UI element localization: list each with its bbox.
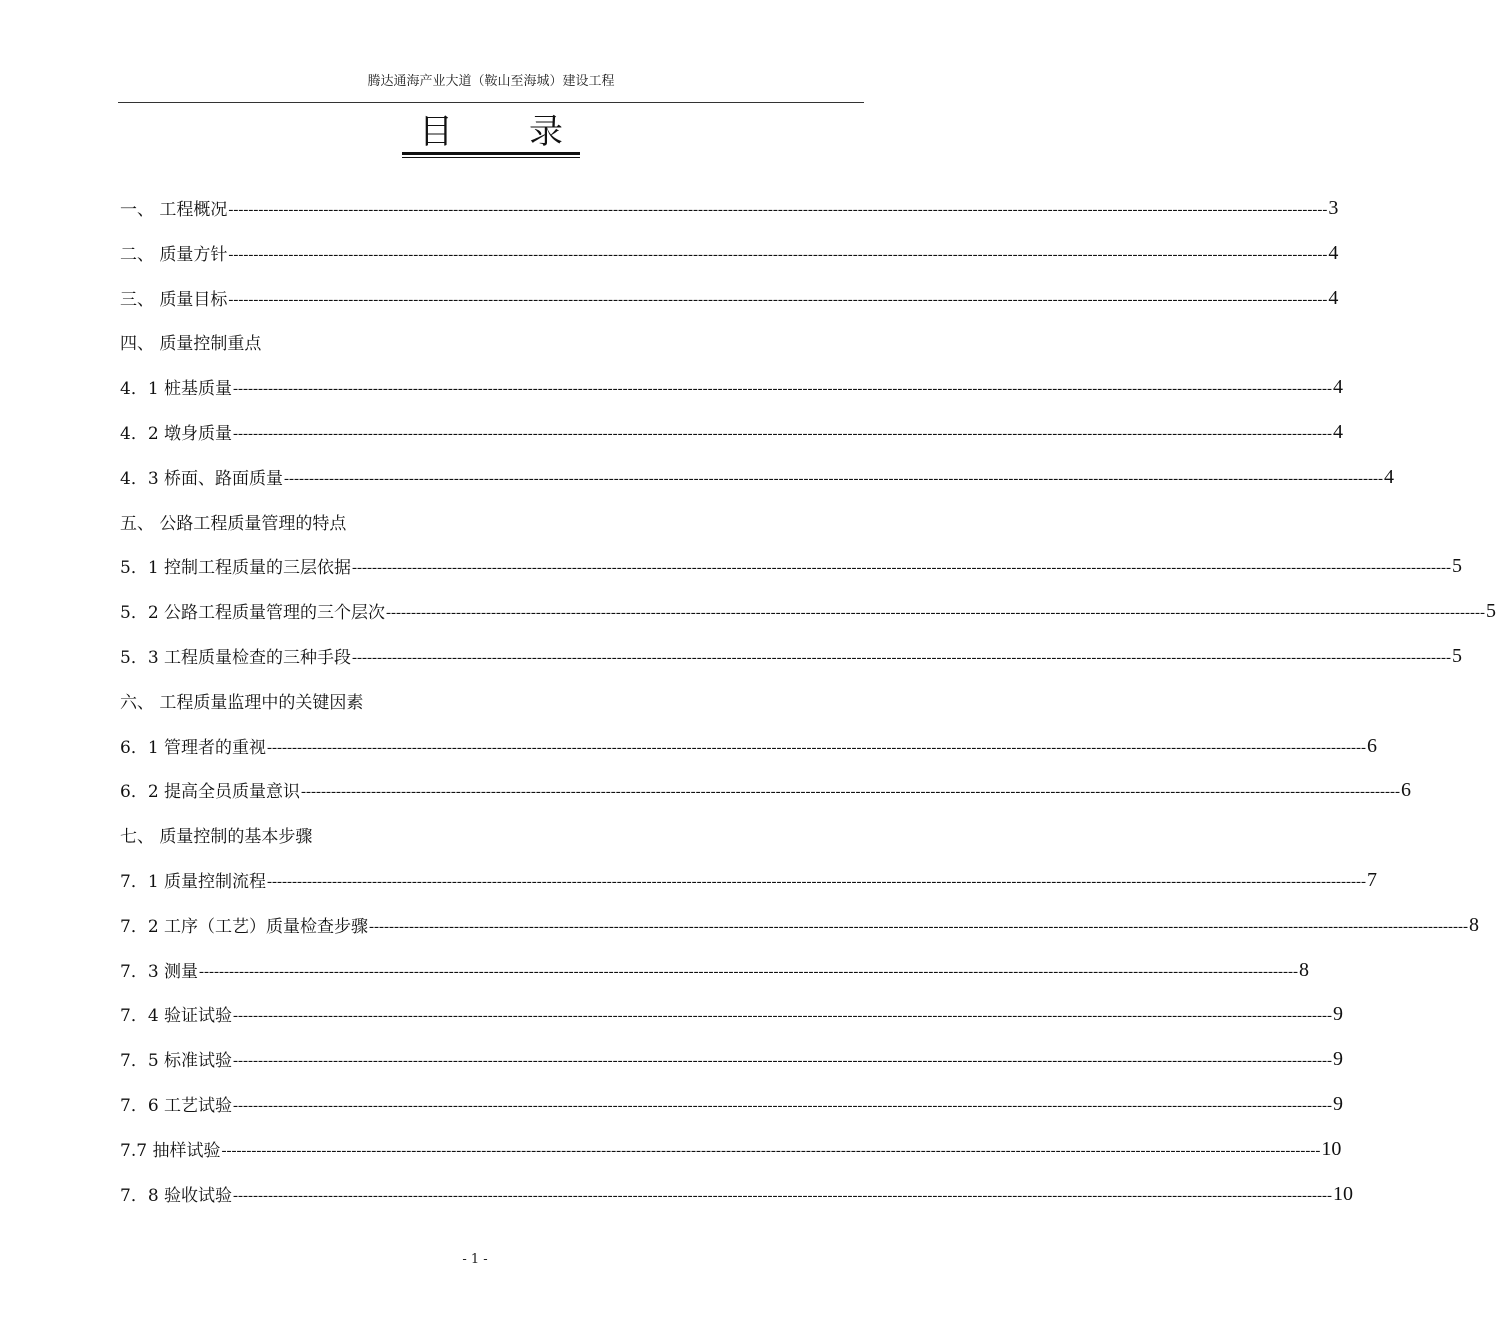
toc-entry[interactable]	[120, 332, 862, 377]
toc-entry[interactable]	[120, 1137, 1342, 1184]
toc-entry-label: 7．1 质量控制流程	[120, 871, 267, 892]
toc-entry[interactable]	[120, 825, 862, 870]
toc-entry[interactable]	[120, 1182, 1353, 1229]
toc-entry[interactable]	[120, 600, 1496, 646]
toc-entry-page: 4	[1328, 286, 1339, 309]
toc-entry-page: 4	[1332, 420, 1343, 443]
title-underline-thin	[402, 157, 580, 158]
toc-entry-label: 四、 质量控制重点	[120, 334, 262, 355]
toc-entry-label: 5．3 工程质量检查的三种手段	[120, 647, 352, 668]
toc-dot-leader: ----------------------------------------------------------------------------------------------------------------------------------------------------------------------------------------------------------------------------	[233, 1053, 1332, 1070]
toc-entry[interactable]	[120, 644, 1462, 691]
toc-title-left: 目	[419, 112, 453, 152]
toc-entry-page: 5	[1451, 555, 1462, 578]
toc-entry[interactable]	[120, 465, 1394, 512]
toc-dot-leader: ----------------------------------------------------------------------------------------------------------------------------------------------------------------------------------------------------------------------------	[228, 291, 1328, 308]
toc-entry[interactable]	[120, 779, 1411, 825]
toc-entry-label: 7．6 工艺试验	[120, 1095, 233, 1116]
toc-title	[402, 104, 580, 153]
toc-entry[interactable]	[120, 197, 1339, 243]
toc-entry-label: 4．3 桥面、路面质量	[120, 468, 284, 489]
toc-entry[interactable]	[120, 1048, 1343, 1094]
toc-entry-page: 6	[1400, 779, 1411, 802]
toc-entry[interactable]	[120, 691, 862, 736]
toc-entry[interactable]	[120, 376, 1343, 422]
toc-dot-leader: ----------------------------------------------------------------------------------------------------------------------------------------------------------------------------------------------------------------------------	[228, 246, 1328, 263]
toc-entry-page: 4	[1328, 241, 1339, 264]
toc-entry[interactable]	[120, 1003, 1343, 1049]
toc-entry-page: 4	[1383, 465, 1394, 488]
toc-title-right: 录	[529, 112, 563, 152]
toc-dot-leader: ----------------------------------------------------------------------------------------------------------------------------------------------------------------------------------------------------------------------------	[301, 784, 1400, 801]
toc-entry-label: 7．4 验证试验	[120, 1006, 233, 1027]
toc-entry[interactable]	[120, 734, 1377, 781]
toc-entry-label: 7.7 抽样试验	[120, 1140, 221, 1161]
toc-entry-label: 4．2 墩身质量	[120, 423, 233, 444]
toc-entry[interactable]	[120, 512, 862, 557]
header-rule	[118, 102, 864, 103]
page-number: - 1 -	[462, 1252, 488, 1267]
toc-dot-leader: ----------------------------------------------------------------------------------------------------------------------------------------------------------------------------------------------------------------------------	[233, 1187, 1332, 1204]
toc-entry[interactable]	[120, 241, 1339, 288]
toc-entry-label: 5．1 控制工程质量的三层依据	[120, 558, 352, 579]
toc-entry-page: 10	[1332, 1182, 1353, 1205]
toc-dot-leader: ----------------------------------------------------------------------------------------------------------------------------------------------------------------------------------------------------------------------------	[228, 202, 1328, 218]
toc-entry[interactable]	[120, 958, 1309, 1005]
toc-entry[interactable]	[120, 420, 1343, 467]
toc-entry-page: 3	[1328, 197, 1339, 219]
toc-dot-leader: ----------------------------------------------------------------------------------------------------------------------------------------------------------------------------------------------------------------------------	[233, 425, 1332, 442]
toc-entry-label: 二、 质量方针	[120, 244, 228, 265]
toc-entry-page: 7	[1366, 868, 1377, 891]
toc-entry[interactable]	[120, 555, 1462, 601]
toc-entry-label: 七、 质量控制的基本步骤	[120, 827, 313, 848]
toc-entry-label: 7．8 验收试验	[120, 1185, 233, 1206]
toc-dot-leader: ----------------------------------------------------------------------------------------------------------------------------------------------------------------------------------------------------------------------------	[233, 1097, 1332, 1114]
toc-dot-leader: ----------------------------------------------------------------------------------------------------------------------------------------------------------------------------------------------------------------------------	[352, 560, 1451, 577]
toc-entry[interactable]	[120, 913, 1479, 960]
toc-entry-label: 7．2 工序（工艺）质量检查步骤	[120, 916, 369, 937]
running-header: 腾达通海产业大道（鞍山至海城）建设工程	[367, 74, 615, 89]
toc-dot-leader: ----------------------------------------------------------------------------------------------------------------------------------------------------------------------------------------------------------------------------	[386, 605, 1485, 622]
toc-dot-leader: ----------------------------------------------------------------------------------------------------------------------------------------------------------------------------------------------------------------------------	[352, 649, 1451, 666]
toc-dot-leader: ----------------------------------------------------------------------------------------------------------------------------------------------------------------------------------------------------------------------------	[284, 470, 1383, 487]
toc-entry-label: 三、 质量目标	[120, 289, 228, 310]
toc-dot-leader: ----------------------------------------------------------------------------------------------------------------------------------------------------------------------------------------------------------------------------	[369, 918, 1468, 935]
toc-entry-page: 9	[1332, 1048, 1343, 1071]
toc-entry-label: 7．3 测量	[120, 961, 199, 982]
toc-entry-page: 9	[1332, 1092, 1343, 1115]
toc-entry-page: 8	[1298, 958, 1309, 981]
toc-dot-leader: ----------------------------------------------------------------------------------------------------------------------------------------------------------------------------------------------------------------------------	[221, 1142, 1321, 1159]
toc-entry-page: 6	[1366, 734, 1377, 757]
toc-entry-label: 一、 工程概况	[120, 200, 228, 220]
toc-entry-label: 7．5 标准试验	[120, 1051, 233, 1072]
title-underline	[402, 152, 580, 155]
toc-entry-label: 6．2 提高全员质量意识	[120, 782, 301, 803]
toc-entry-page: 5	[1451, 644, 1462, 667]
toc-entry-label: 4．1 桩基质量	[120, 379, 233, 400]
toc-entry[interactable]	[120, 1092, 1343, 1139]
toc-entry[interactable]	[120, 868, 1377, 915]
toc-entry-page: 5	[1485, 600, 1496, 623]
toc-entry-label: 5．2 公路工程质量管理的三个层次	[120, 603, 386, 624]
toc-list	[120, 197, 1496, 1228]
toc-entry-page: 9	[1332, 1003, 1343, 1026]
toc-entry-page: 8	[1468, 913, 1479, 936]
toc-dot-leader: ----------------------------------------------------------------------------------------------------------------------------------------------------------------------------------------------------------------------------	[233, 381, 1332, 398]
toc-entry[interactable]	[120, 286, 1339, 333]
toc-entry-label: 五、 公路工程质量管理的特点	[120, 513, 347, 534]
toc-entry-label: 6．1 管理者的重视	[120, 737, 267, 758]
toc-entry-page: 4	[1332, 376, 1343, 399]
toc-dot-leader: ----------------------------------------------------------------------------------------------------------------------------------------------------------------------------------------------------------------------------	[199, 963, 1298, 980]
toc-entry-page: 10	[1321, 1137, 1342, 1160]
toc-dot-leader: ----------------------------------------------------------------------------------------------------------------------------------------------------------------------------------------------------------------------------	[233, 1008, 1332, 1025]
toc-dot-leader: ----------------------------------------------------------------------------------------------------------------------------------------------------------------------------------------------------------------------------	[267, 739, 1366, 756]
toc-entry-label: 六、 工程质量监理中的关键因素	[120, 692, 364, 713]
toc-dot-leader: ----------------------------------------------------------------------------------------------------------------------------------------------------------------------------------------------------------------------------	[267, 873, 1366, 890]
